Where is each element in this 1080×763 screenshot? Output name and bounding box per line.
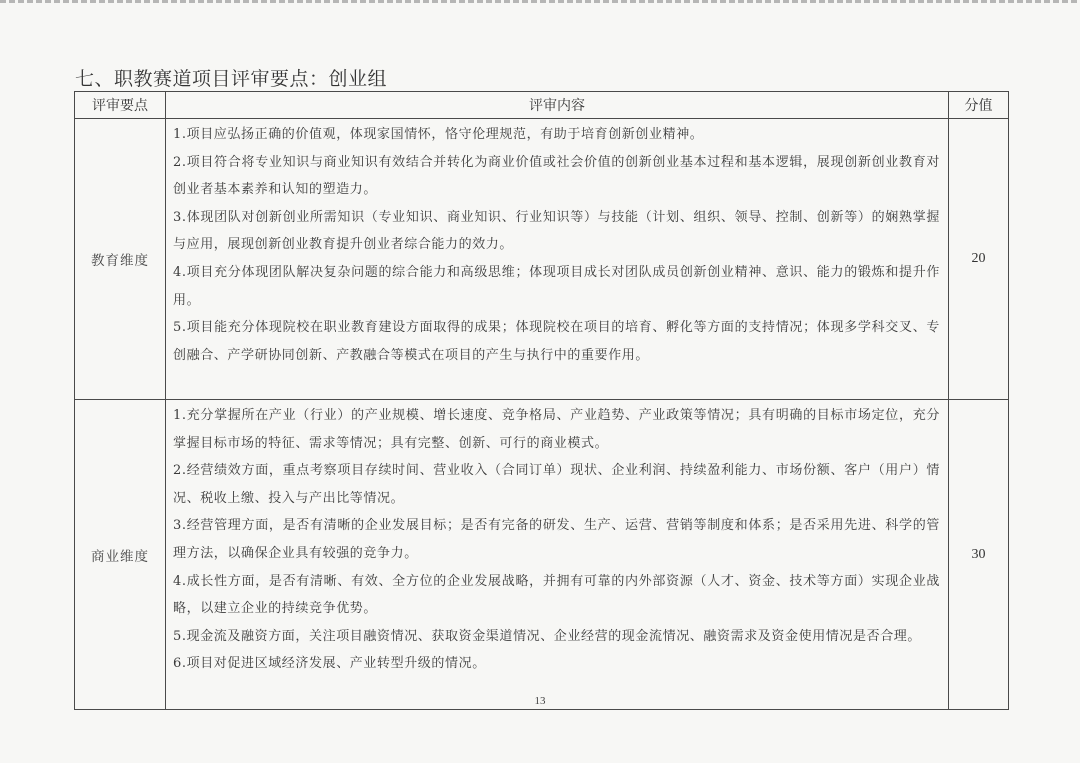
content-business — [166, 400, 949, 710]
header-score: 分值 — [949, 92, 1009, 119]
criterion-item: 1.项目应弘扬正确的价值观，体现家国情怀，恪守伦理规范，有助于培育创新创业精神。 — [173, 127, 704, 142]
criterion-item: 3.体现团队对创新创业所需知识（专业知识、商业知识、行业知识等）与技能（计划、组织、领导、控制、创新等）的娴熟掌握与应用，展现创新创业教育提升创业者综合能力的效力。 — [173, 209, 940, 253]
criterion-item: 2.经营绩效方面，重点考察项目存续时间、营业收入（合同订单）现状、企业利润、持续盈利能力、市场份额、客户（用户）情况、税收上缴、投入与产出比等情况。 — [173, 463, 940, 506]
content-education — [166, 119, 949, 400]
dimension-business: 商业维度 — [75, 400, 166, 710]
table-row-business — [75, 400, 1009, 710]
score-education: 20 — [949, 119, 1009, 400]
criteria-table — [74, 91, 1009, 710]
table-header-row — [75, 92, 1009, 119]
top-scan-rule — [0, 0, 1080, 3]
dimension-education: 教育维度 — [75, 119, 166, 400]
page-number: 13 — [534, 695, 546, 707]
criterion-item: 2.项目符合将专业知识与商业知识有效结合并转化为商业价值或社会价值的创新创业基本过程和基本逻辑，展现创新创业教育对创业者基本素养和认知的塑造力。 — [173, 154, 940, 198]
header-dimension: 评审要点 — [75, 92, 166, 119]
criterion-item: 3.经营管理方面，是否有清晰的企业发展目标；是否有完备的研发、生产、运营、营销等制度和体系；是否采用先进、科学的管理方法，以确保企业具有较强的竞争力。 — [173, 518, 940, 561]
criterion-item: 6.项目对促进区域经济发展、产业转型升级的情况。 — [173, 656, 486, 672]
table-row-education — [75, 119, 1009, 400]
criterion-item: 5.现金流及融资方面，关注项目融资情况、获取资金渠道情况、企业经营的现金流情况、融资需求及资金使用情况是否合理。 — [173, 628, 922, 644]
criterion-item: 4.成长性方面，是否有清晰、有效、全方位的企业发展战略，并拥有可靠的内外部资源（人才、资金、技术等方面）实现企业战略，以建立企业的持续竞争优势。 — [173, 573, 940, 617]
header-content: 评审内容 — [166, 92, 949, 119]
criterion-item: 5.项目能充分体现院校在职业教育建设方面取得的成果；体现院校在项目的培育、孵化等方面的支持情况；体现多学科交叉、专创融合、产学研协同创新、产教融合等模式在项目的产生与执行中的重要作用。 — [173, 320, 940, 363]
criterion-item: 1.充分掌握所在产业（行业）的产业规模、增长速度、竞争格局、产业趋势、产业政策等情况；具有明确的目标市场定位，充分掌握目标市场的特征、需求等情况；具有完整、创新、可行的商业模式。 — [173, 408, 940, 451]
score-business: 30 — [949, 400, 1009, 710]
section-title: 七、职教赛道项目评审要点：创业组 — [75, 68, 388, 90]
criterion-item: 4.项目充分体现团队解决复杂问题的综合能力和高级思维；体现项目成长对团队成员创新创业精神、意识、能力的锻炼和提升作用。 — [173, 264, 940, 308]
